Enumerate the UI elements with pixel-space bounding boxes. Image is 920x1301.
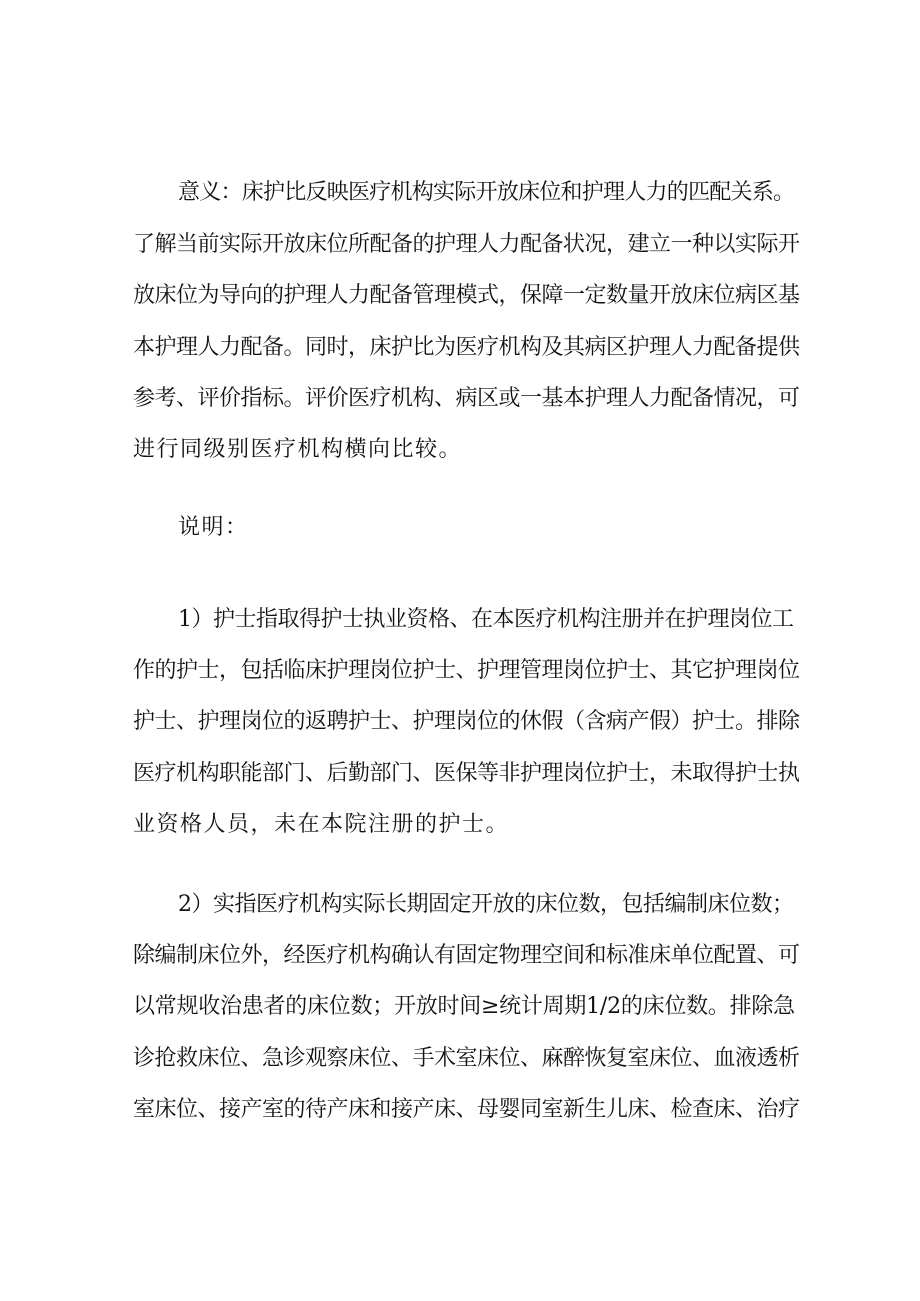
item1-line-1: 1）护士指取得护士执业资格、在本医疗机构注册并在护理岗位工	[178, 607, 794, 632]
significance-line-2: 了解当前实际开放床位所配备的护理人力配备状况，建立一种以实际开	[133, 232, 800, 257]
significance-line-3: 放床位为导向的护理人力配备管理模式，保障一定数量开放床位病区基	[133, 283, 800, 308]
item2-line-4: 诊抢救床位、急诊观察床位、手术室床位、麻醉恢复室床位、血液透析	[133, 1046, 800, 1071]
significance-line-1: 意义：床护比反映医疗机构实际开放床位和护理人力的匹配关系。	[178, 180, 795, 205]
item1-line-5: 业资格人员，未在本院注册的护士。	[133, 812, 510, 837]
item1-line-3: 护士、护理岗位的返聘护士、护理岗位的休假（含病产假）护士。排除	[133, 709, 800, 734]
item1-line-4: 医疗机构职能部门、后勤部门、医保等非护理岗位护士，未取得护士执	[133, 761, 800, 786]
explanation-heading: 说明：	[178, 515, 249, 540]
item2-line-2: 除编制床位外，经医疗机构确认有固定物理空间和标准床单位配置、可	[133, 943, 800, 968]
significance-line-4: 本护理人力配备。同时，床护比为医疗机构及其病区护理人力配备提供	[133, 335, 800, 360]
item2-line-5: 室床位、接产室的待产床和接产床、母婴同室新生儿床、检查床、治疗	[133, 1097, 800, 1122]
significance-line-6: 进行同级别医疗机构横向比较。	[133, 437, 463, 462]
item1-line-2: 作的护士，包括临床护理岗位护士、护理管理岗位护士、其它护理岗位	[133, 658, 800, 683]
significance-line-5: 参考、评价指标。评价医疗机构、病区或一基本护理人力配备情况，可	[133, 386, 800, 411]
item2-line-3: 以常规收治患者的床位数；开放时间≥统计周期1/2的床位数。排除急	[133, 994, 795, 1019]
item2-line-1: 2）实指医疗机构实际长期固定开放的床位数，包括编制床位数；	[178, 892, 794, 917]
